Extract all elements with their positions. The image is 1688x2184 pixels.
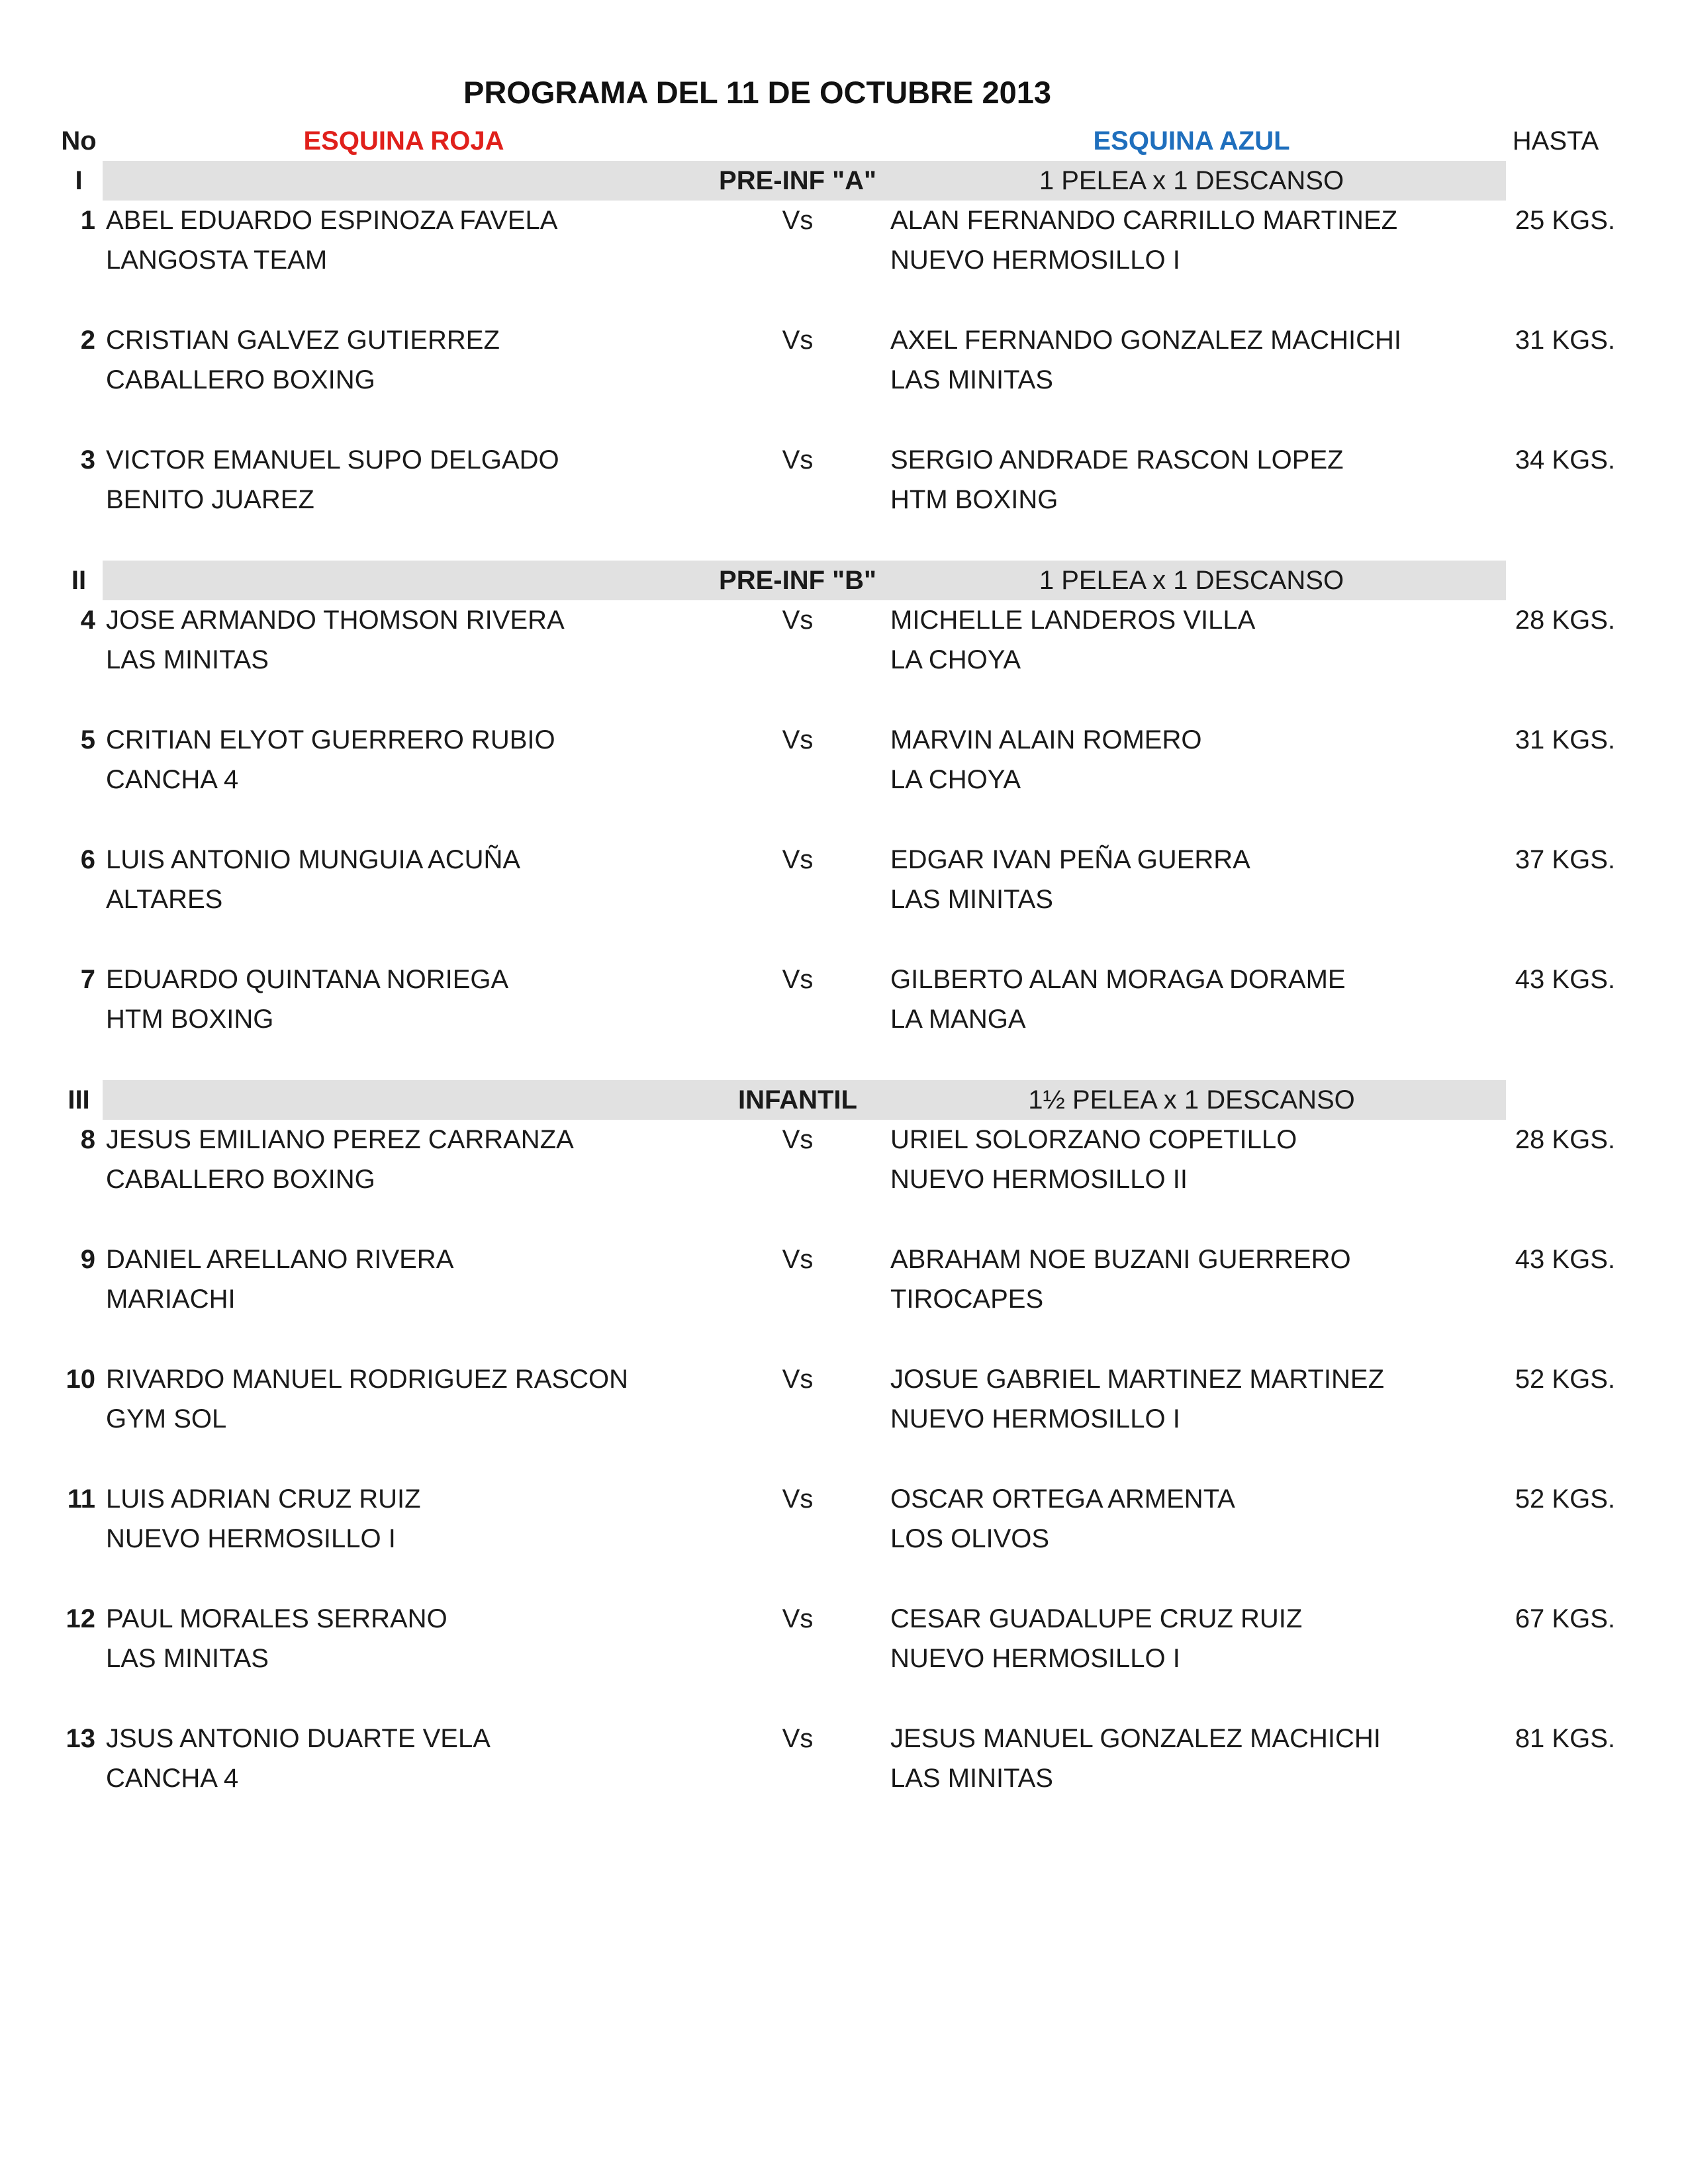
red-corner-team: HTM BOXING [106,1005,274,1034]
column-header-no: No [61,126,97,156]
weight-limit: 28 KGS. [1515,1125,1615,1154]
weight-limit: 31 KGS. [1515,326,1615,355]
bout-number: 5 [80,725,95,754]
blue-corner-team: LA MANGA [890,1005,1026,1034]
blue-corner-boxer-name: SERGIO ANDRADE RASCON LOPEZ [890,445,1344,475]
red-corner-boxer-name: JOSE ARMANDO THOMSON RIVERA [106,606,565,635]
bout-number: 1 [80,206,95,235]
red-corner-boxer-name: RIVARDO MANUEL RODRIGUEZ RASCON [106,1365,628,1394]
bout-number: 9 [80,1245,95,1274]
weight-limit: 81 KGS. [1515,1724,1615,1753]
blue-corner-team: LAS MINITAS [890,885,1053,914]
red-corner-boxer-name: LUIS ANTONIO MUNGUIA ACUÑA [106,845,521,874]
versus-label: Vs [782,1724,814,1753]
weight-limit: 28 KGS. [1515,606,1615,635]
blue-corner-team: LA CHOYA [890,645,1021,674]
bout-number: 2 [80,326,95,355]
red-corner-boxer-name: PAUL MORALES SERRANO [106,1604,447,1633]
red-corner-team: LAS MINITAS [106,645,269,674]
bout-number: 11 [67,1484,95,1514]
blue-corner-team: NUEVO HERMOSILLO I [890,1404,1180,1433]
red-corner-boxer-name: JSUS ANTONIO DUARTE VELA [106,1724,491,1753]
blue-corner-boxer-name: ALAN FERNANDO CARRILLO MARTINEZ [890,206,1398,235]
group-roman-number: III [68,1085,90,1115]
group-category: PRE-INF "A" [719,166,876,195]
weight-limit: 43 KGS. [1515,965,1615,994]
column-header-red-corner: ESQUINA ROJA [303,126,504,156]
red-corner-team: ALTARES [106,885,223,914]
blue-corner-team: NUEVO HERMOSILLO II [890,1165,1188,1194]
weight-limit: 25 KGS. [1515,206,1615,235]
versus-label: Vs [782,1125,814,1154]
red-corner-boxer-name: CRITIAN ELYOT GUERRERO RUBIO [106,725,555,754]
versus-label: Vs [782,1604,814,1633]
blue-corner-team: NUEVO HERMOSILLO I [890,246,1180,275]
group-category: INFANTIL [738,1085,857,1115]
blue-corner-boxer-name: JOSUE GABRIEL MARTINEZ MARTINEZ [890,1365,1385,1394]
blue-corner-team: LA CHOYA [890,765,1021,794]
versus-label: Vs [782,206,814,235]
red-corner-team: NUEVO HERMOSILLO I [106,1524,396,1553]
blue-corner-boxer-name: OSCAR ORTEGA ARMENTA [890,1484,1235,1514]
weight-limit: 34 KGS. [1515,445,1615,475]
red-corner-team: CANCHA 4 [106,765,239,794]
blue-corner-team: NUEVO HERMOSILLO I [890,1644,1180,1673]
bout-number: 13 [66,1724,95,1753]
blue-corner-team: LAS MINITAS [890,365,1053,394]
group-rule: 1 PELEA x 1 DESCANSO [1039,566,1344,595]
red-corner-team: LANGOSTA TEAM [106,246,328,275]
red-corner-team: LAS MINITAS [106,1644,269,1673]
versus-label: Vs [782,1484,814,1514]
group-roman-number: I [75,166,83,195]
blue-corner-boxer-name: JESUS MANUEL GONZALEZ MACHICHI [890,1724,1381,1753]
versus-label: Vs [782,725,814,754]
blue-corner-boxer-name: URIEL SOLORZANO COPETILLO [890,1125,1297,1154]
bout-number: 3 [80,445,95,475]
versus-label: Vs [782,326,814,355]
blue-corner-boxer-name: EDGAR IVAN PEÑA GUERRA [890,845,1250,874]
blue-corner-boxer-name: MICHELLE LANDEROS VILLA [890,606,1256,635]
red-corner-boxer-name: LUIS ADRIAN CRUZ RUIZ [106,1484,421,1514]
red-corner-boxer-name: VICTOR EMANUEL SUPO DELGADO [106,445,559,475]
red-corner-boxer-name: CRISTIAN GALVEZ GUTIERREZ [106,326,500,355]
weight-limit: 43 KGS. [1515,1245,1615,1274]
blue-corner-team: TIROCAPES [890,1285,1044,1314]
versus-label: Vs [782,1365,814,1394]
bout-number: 10 [66,1365,95,1394]
versus-label: Vs [782,445,814,475]
blue-corner-boxer-name: GILBERTO ALAN MORAGA DORAME [890,965,1346,994]
blue-corner-team: LAS MINITAS [890,1764,1053,1793]
group-rule: 1½ PELEA x 1 DESCANSO [1028,1085,1355,1115]
red-corner-team: GYM SOL [106,1404,227,1433]
red-corner-boxer-name: JESUS EMILIANO PEREZ CARRANZA [106,1125,574,1154]
versus-label: Vs [782,965,814,994]
bout-number: 6 [80,845,95,874]
blue-corner-team: LOS OLIVOS [890,1524,1050,1553]
red-corner-team: CABALLERO BOXING [106,1165,375,1194]
red-corner-boxer-name: ABEL EDUARDO ESPINOZA FAVELA [106,206,558,235]
red-corner-team: CABALLERO BOXING [106,365,375,394]
weight-limit: 37 KGS. [1515,845,1615,874]
blue-corner-boxer-name: CESAR GUADALUPE CRUZ RUIZ [890,1604,1303,1633]
bout-number: 8 [80,1125,95,1154]
group-category: PRE-INF "B" [719,566,876,595]
bout-number: 12 [66,1604,95,1633]
group-roman-number: II [71,566,87,595]
bout-number: 7 [80,965,95,994]
blue-corner-boxer-name: ABRAHAM NOE BUZANI GUERRERO [890,1245,1351,1274]
weight-limit: 52 KGS. [1515,1484,1615,1514]
blue-corner-boxer-name: AXEL FERNANDO GONZALEZ MACHICHI [890,326,1401,355]
blue-corner-boxer-name: MARVIN ALAIN ROMERO [890,725,1202,754]
page-title: PROGRAMA DEL 11 DE OCTUBRE 2013 [463,75,1051,110]
red-corner-team: MARIACHI [106,1285,236,1314]
red-corner-team: BENITO JUAREZ [106,485,314,514]
versus-label: Vs [782,1245,814,1274]
red-corner-team: CANCHA 4 [106,1764,239,1793]
bout-number: 4 [80,606,95,635]
versus-label: Vs [782,606,814,635]
weight-limit: 31 KGS. [1515,725,1615,754]
red-corner-boxer-name: DANIEL ARELLANO RIVERA [106,1245,454,1274]
weight-limit: 52 KGS. [1515,1365,1615,1394]
weight-limit: 67 KGS. [1515,1604,1615,1633]
red-corner-boxer-name: EDUARDO QUINTANA NORIEGA [106,965,509,994]
versus-label: Vs [782,845,814,874]
blue-corner-team: HTM BOXING [890,485,1058,514]
column-header-hasta: HASTA [1512,126,1599,156]
column-header-blue-corner: ESQUINA AZUL [1093,126,1290,156]
group-rule: 1 PELEA x 1 DESCANSO [1039,166,1344,195]
